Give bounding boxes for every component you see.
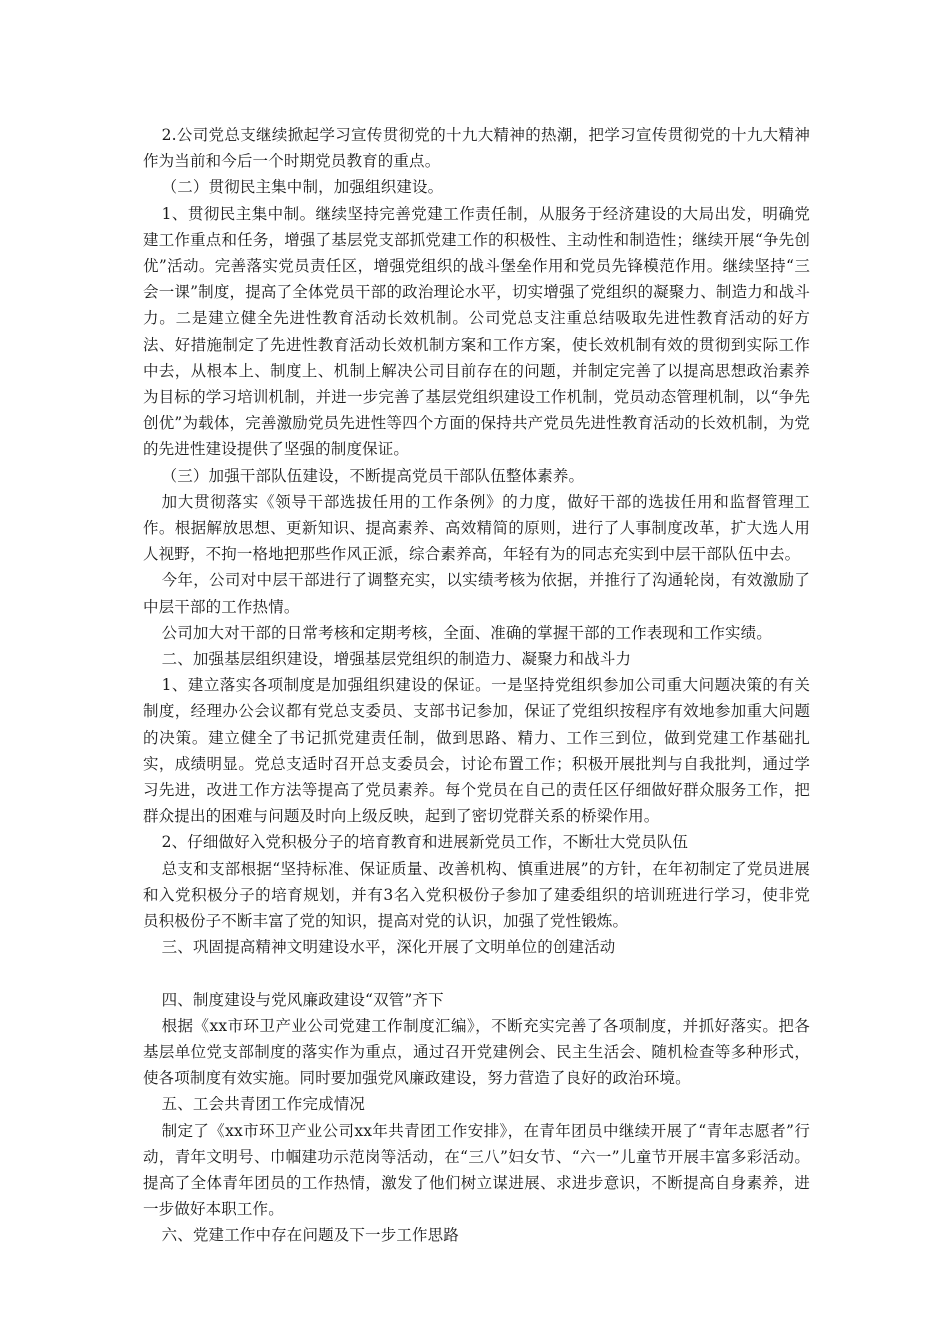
paragraph-cadre-assessment: 公司加大对干部的日常考核和定期考核，全面、准确的掌握干部的工作表现和工作实绩。 [161, 623, 772, 642]
paragraph-systems: 1、建立落实各项制度是加强组织建设的保证。一是坚持党组织参加公司重大问题决策的有关制度，经理办公会议都有党总支委员、支部书记参加，保证了党组织按程序有效地参加重大问题的决策。建立健全了书记抓党建责任制，做到思路、精力、工作三到位，做到党建工作基础扎实，成绩明显。党总支适时召开总支委员会，讨论布置工作；积极开展批判与自我批判，通过学习先进，改进工作方法等提高了党员素养。每个党员在自己的责任区仔细做好群众服务工作，把群众提出的困难与问题及时向上级反映，起到了密切党群关系的桥梁作用。 [143, 676, 810, 826]
paragraph-middle-cadres: 今年，公司对中层干部进行了调整充实，以实绩考核为依据，并推行了沟通轮岗，有效激励了中层干部的工作热情。 [143, 571, 810, 616]
paragraph-cadre-selection: 加大贯彻落实《领导干部选拔任用的工作条例》的力度，做好干部的选拔任用和监督管理工作。根据解放思想、更新知识、提高素养、高效精简的原则，进行了人事制度改革，扩大选人用人视野，不拘一格地把那些作风正派，综合素养高，年轻有为的同志充实到中层干部队伍中去。 [143, 492, 810, 564]
heading-problems-next-steps: 六、党建工作中存在问题及下一步工作思路 [161, 1226, 459, 1245]
paragraph-party-development: 总支和支部根据“坚持标准、保证质量、改善机构、慎重进展”的方针，在年初制定了党员进展和入党积极分子的培育规划，并有3名入党积极份子参加了建委组织的培训班进行学习，使非党员积极份子不断丰富了党的知识，提高对党的认识，加强了党性锻炼。 [143, 859, 810, 931]
heading-union-youth-league: 五、工会共青团工作完成情况 [161, 1095, 366, 1114]
paragraph-youth-league: 制定了《xx市环卫产业公司xx年共青团工作安排》，在青年团员中继续开展了“青年志愿者”行动，青年文明号、巾帼建功示范岗等活动，在“三八”妇女节、“六一”儿童节开展丰富多彩活动。提高了全体青年团员的工作热情，激发了他们树立谋进展、求进步意识，不断提高自身素养，进一步做好本职工作。 [143, 1121, 810, 1219]
paragraph-regulations: 根据《xx市环卫产业公司党建工作制度汇编》，不断充实完善了各项制度，并抓好落实。把各基层单位党支部制度的落实作为重点，通过召开党建例会、民主生活会、随机检查等多种形式，使各项制度有效实施。同时要加强党风廉政建设，努力营造了良好的政治环境。 [143, 1016, 810, 1088]
heading-cadre-team: （三）加强干部队伍建设，不断提高党员干部队伍整体素养。 [161, 466, 585, 485]
paragraph-democratic-centralism: 1、贯彻民主集中制。继续坚持完善党建工作责任制，从服务于经济建设的大局出发，明确党建工作重点和任务，增强了基层党支部抓党建工作的积极性、主动性和制造性；继续开展“争先创优”活动。完善落实党员责任区，增强党组织的战斗堡垒作用和党员先锋模范作用。继续坚持“三会一课”制度，提高了全体党员干部的政治理论水平，切实增强了党组织的凝聚力、制造力和战斗力。二是建立健全先进性教育活动长效机制。公司党总支注重总结吸取先进性教育活动的好方法、好措施制定了先进性教育活动长效机制方案和工作方案，使长效机制有效的贯彻到实际工作中去，从根本上、制度上、机制上解决公司目前存在的问题，并制定完善了以提高思想政治素养为目标的学习培训机制，并进一步完善了基层党组织建设工作机制，党员动态管理机制，以“争先创优”为载体，完善激励党员先进性等四个方面的保持共产党员先进性教育活动的长效机制，为党的先进性建设提供了坚强的制度保证。 [143, 204, 810, 459]
heading-party-activists: 2、仔细做好入党积极分子的培育教育和进展新党员工作，不断壮大党员队伍 [161, 833, 689, 852]
heading-clean-governance: 四、制度建设与党风廉政建设“双管”齐下 [161, 990, 444, 1009]
document-body [143, 122, 810, 1249]
blank-line [143, 961, 810, 987]
paragraph-study-congress: 2.公司党总支继续掀起学习宣传贯彻党的十九大精神的热潮，把学习宣传贯彻党的十九大精神作为当前和今后一个时期党员教育的重点。 [143, 126, 810, 171]
heading-democratic-centralism: （二）贯彻民主集中制，加强组织建设。 [161, 178, 444, 197]
heading-spiritual-civilization: 三、巩固提高精神文明建设水平，深化开展了文明单位的创建活动 [161, 938, 616, 957]
heading-grassroots-organization: 二、加强基层组织建设，增强基层党组织的制造力、凝聚力和战斗力 [161, 650, 632, 669]
